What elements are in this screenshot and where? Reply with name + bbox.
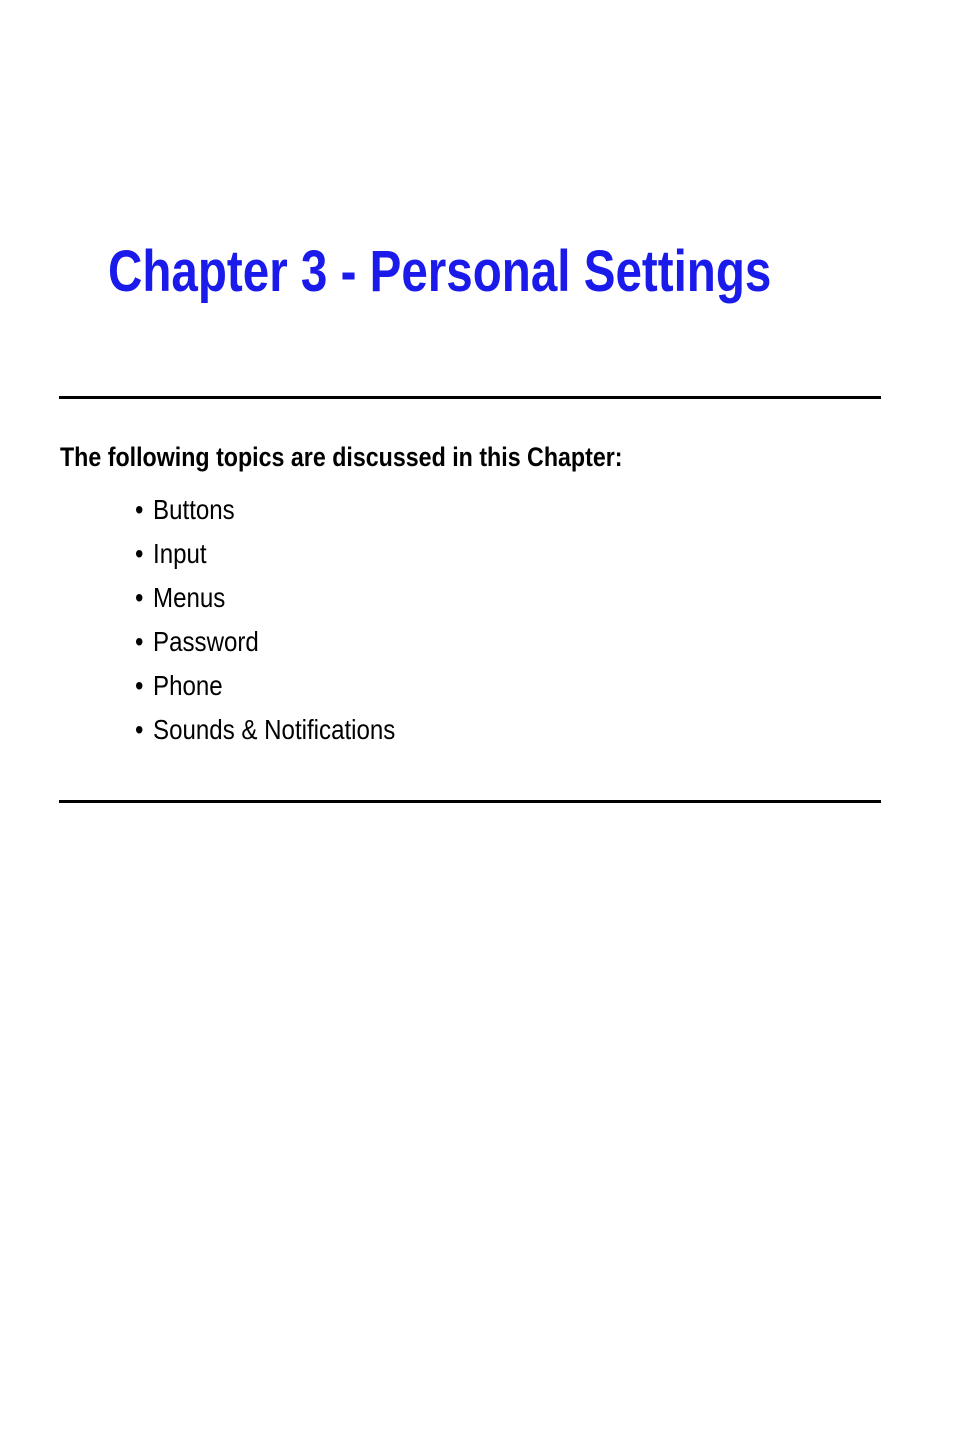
chapter-title: Chapter 3 - Personal Settings: [108, 239, 772, 304]
bullet-icon: •: [135, 670, 144, 701]
bottom-divider: [59, 800, 881, 803]
list-item: [135, 708, 395, 752]
bullet-icon: •: [135, 582, 144, 613]
list-item: [135, 664, 395, 708]
bullet-icon: •: [135, 626, 144, 657]
list-item: [135, 620, 395, 664]
topic-list: [135, 488, 438, 752]
bullet-icon: •: [135, 538, 144, 569]
topic-label: Buttons: [153, 494, 235, 525]
top-divider: [59, 396, 881, 399]
topic-label: Menus: [153, 582, 226, 613]
topic-label: Password: [153, 626, 259, 657]
list-item: [135, 488, 395, 532]
bullet-icon: •: [135, 714, 144, 745]
intro-text: The following topics are discussed in this Chapter:: [60, 442, 623, 472]
topic-label: Sounds & Notifications: [153, 714, 396, 745]
topic-label: Input: [153, 538, 207, 569]
list-item: [135, 532, 395, 576]
bullet-icon: •: [135, 494, 144, 525]
list-item: [135, 576, 395, 620]
topic-label: Phone: [153, 670, 223, 701]
